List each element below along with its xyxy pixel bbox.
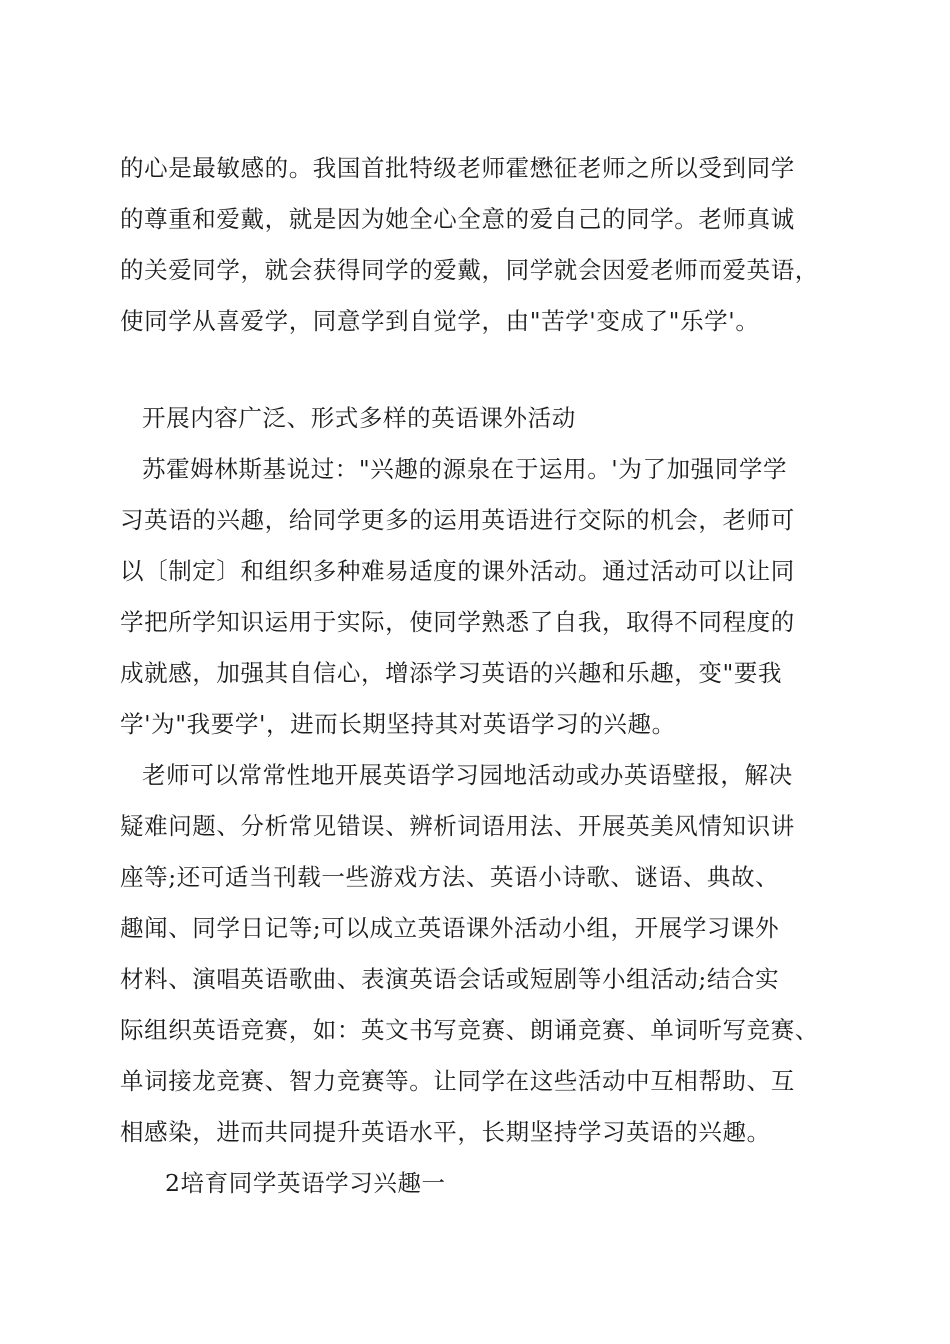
paragraph-line: 习英语的兴趣，给同学更多的运用英语进行交际的机会，老师可: [120, 506, 795, 534]
paragraph-line: 的关爱同学，就会获得同学的爱戴，同学就会因爱老师而爱英语，: [120, 256, 819, 284]
paragraph-line: 材料、演唱英语歌曲、表演英语会话或短剧等小组活动;结合实: [120, 965, 780, 993]
paragraph-line: 相感染，进而共同提升英语水平，长期坚持学习英语的兴趣。: [120, 1118, 771, 1146]
paragraph-line: 老师可以常常性地开展英语学习园地活动或办英语壁报，解决: [142, 761, 793, 789]
paragraph-line: 使同学从喜爱学，同意学到自觉学，由"苦学'变成了"乐学'。: [120, 307, 760, 335]
paragraph-line: 以〔制定〕和组织多种难易适度的课外活动。通过活动可以让同: [120, 557, 795, 585]
paragraph-line: 单词接龙竞赛、智力竞赛等。让同学在这些活动中互相帮助、互: [120, 1067, 795, 1095]
paragraph-line: 苏霍姆林斯基说过："兴趣的源泉在于运用。'为了加强同学学: [142, 455, 788, 483]
paragraph-line: 的尊重和爱戴，就是因为她全心全意的爱自己的同学。老师真诚: [120, 205, 795, 233]
section-heading: 2培育同学英语学习兴趣一: [165, 1169, 446, 1197]
paragraph-line: 的心是最敏感的。我国首批特级老师霍懋征老师之所以受到同学: [120, 154, 795, 182]
paragraph-line: 疑难问题、分析常见错误、辨析词语用法、开展英美风情知识讲: [120, 812, 795, 840]
paragraph-line: 际组织英语竞赛，如：英文书写竞赛、朗诵竞赛、单词听写竞赛、: [120, 1016, 819, 1044]
section-heading: 开展内容广泛、形式多样的英语课外活动: [142, 404, 576, 432]
paragraph-line: 学把所学知识运用于实际，使同学熟悉了自我，取得不同程度的: [120, 608, 795, 636]
paragraph-line: 趣闻、同学日记等;可以成立英语课外活动小组，开展学习课外: [120, 914, 780, 942]
paragraph-line: 座等;还可适当刊载一些游戏方法、英语小诗歌、谜语、典故、: [120, 863, 780, 891]
paragraph-line: 学'为"我要学'，进而长期坚持其对英语学习的兴趣。: [120, 710, 676, 738]
paragraph-line: 成就感，加强其自信心，增添学习英语的兴趣和乐趣，变"要我: [120, 659, 783, 687]
